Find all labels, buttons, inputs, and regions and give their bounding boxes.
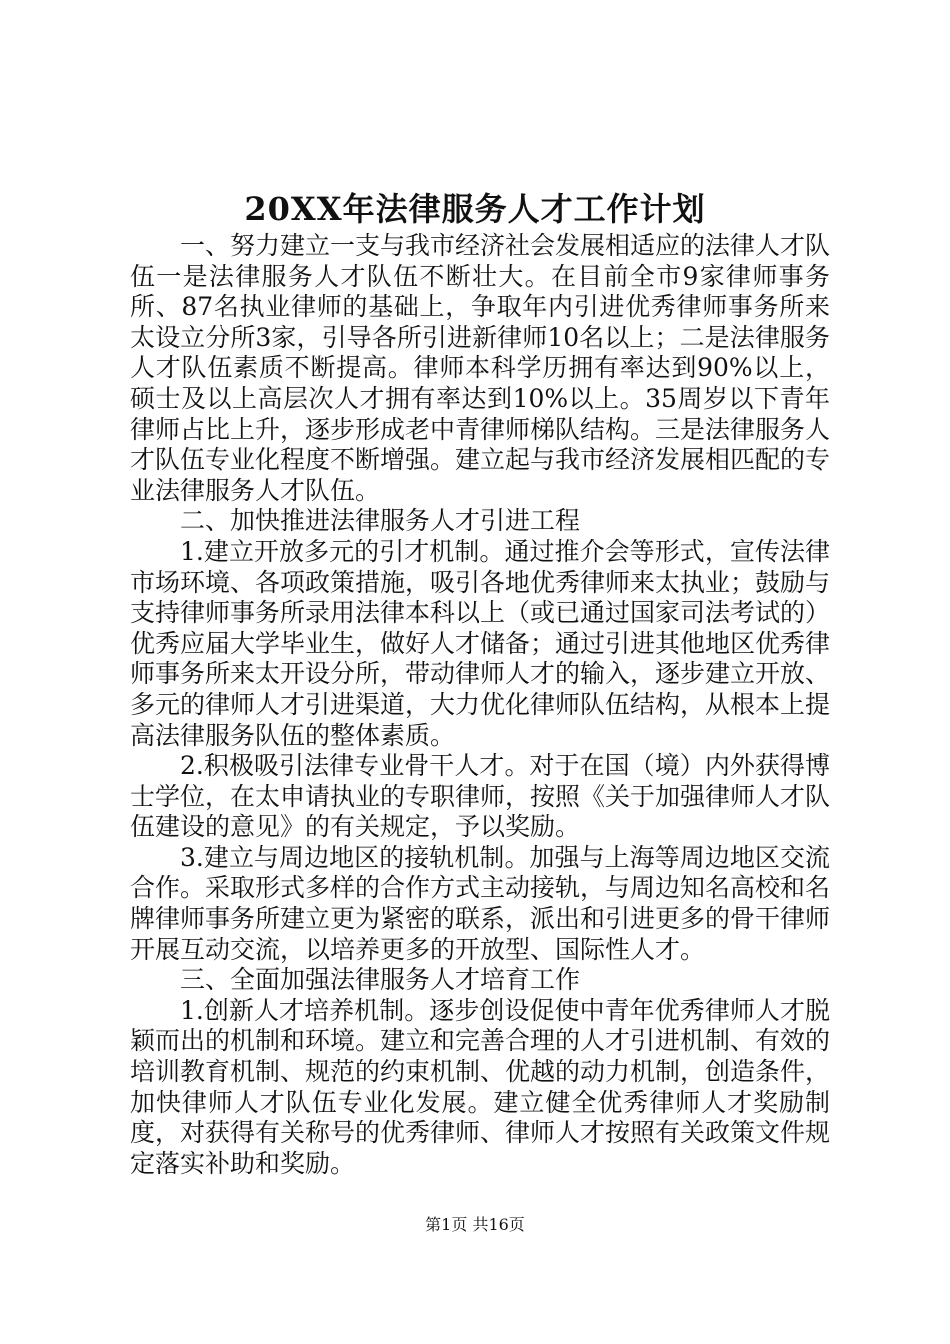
document-title: 20XX年法律服务人才工作计划 [244, 190, 706, 228]
paragraph: 3.建立与周边地区的接轨机制。加强与上海等周边地区交流合作。采取形式多样的合作方式主动接轨，与周边知名高校和名牌律师事务所建立更为紧密的联系，派出和引进更多的骨干律师开展互动交流，以培养更多的开放型、国际性人才。 [130, 842, 831, 964]
paragraph: 1.建立开放多元的引才机制。通过推介会等形式，宣传法律市场环境、各项政策措施，吸引各地优秀律师来太执业；鼓励与支持律师事务所录用法律本科以上（或已通过国家司法考试的）优秀应届大学毕业生，做好人才储备；通过引进其他地区优秀律师事务所来太开设分所，带动律师人才的输入，逐步建立开放、多元的律师人才引进渠道，大力优化律师队伍结构，从根本上提高法律服务队伍的整体素质。 [130, 536, 831, 750]
section-heading: 二、加快推进法律服务人才引进工程 [180, 506, 581, 536]
document-body [130, 231, 830, 1179]
paragraph: 2.积极吸引法律专业骨干人才。对于在国（境）内外获得博士学位，在太申请执业的专职律师，按照《关于加强律师人才队伍建设的意见》的有关规定，予以奖励。 [130, 751, 831, 842]
section-heading: 三、全面加强法律服务人才培育工作 [180, 965, 581, 995]
paragraph: 1.创新人才培养机制。逐步创设促使中青年优秀律师人才脱颖而出的机制和环境。建立和完善合理的人才引进机制、有效的培训教育机制、规范的约束机制、优越的动力机制，创造条件，加快律师人才队伍专业化发展。建立健全优秀律师人才奖励制度，对获得有关称号的优秀律师、律师人才按照有关政策文件规定落实补助和奖励。 [130, 995, 831, 1178]
paragraph: 一、努力建立一支与我市经济社会发展相适应的法律人才队伍一是法律服务人才队伍不断壮大。在目前全市9家律师事务所、87名执业律师的基础上，争取年内引进优秀律师事务所来太设立分所3家，引导各所引进新律师10名以上；二是法律服务人才队伍素质不断提高。律师本科学历拥有率达到90%以上，硕士及以上高层次人才拥有率达到10%以上。35周岁以下青年律师占比上升，逐步形成老中青律师梯队结构。三是法律服务人才队伍专业化程度不断增强。建立起与我市经济发展相匹配的专业法律服务人才队伍。 [130, 231, 831, 505]
page-footer: 第1页 共16页 [425, 1215, 525, 1234]
